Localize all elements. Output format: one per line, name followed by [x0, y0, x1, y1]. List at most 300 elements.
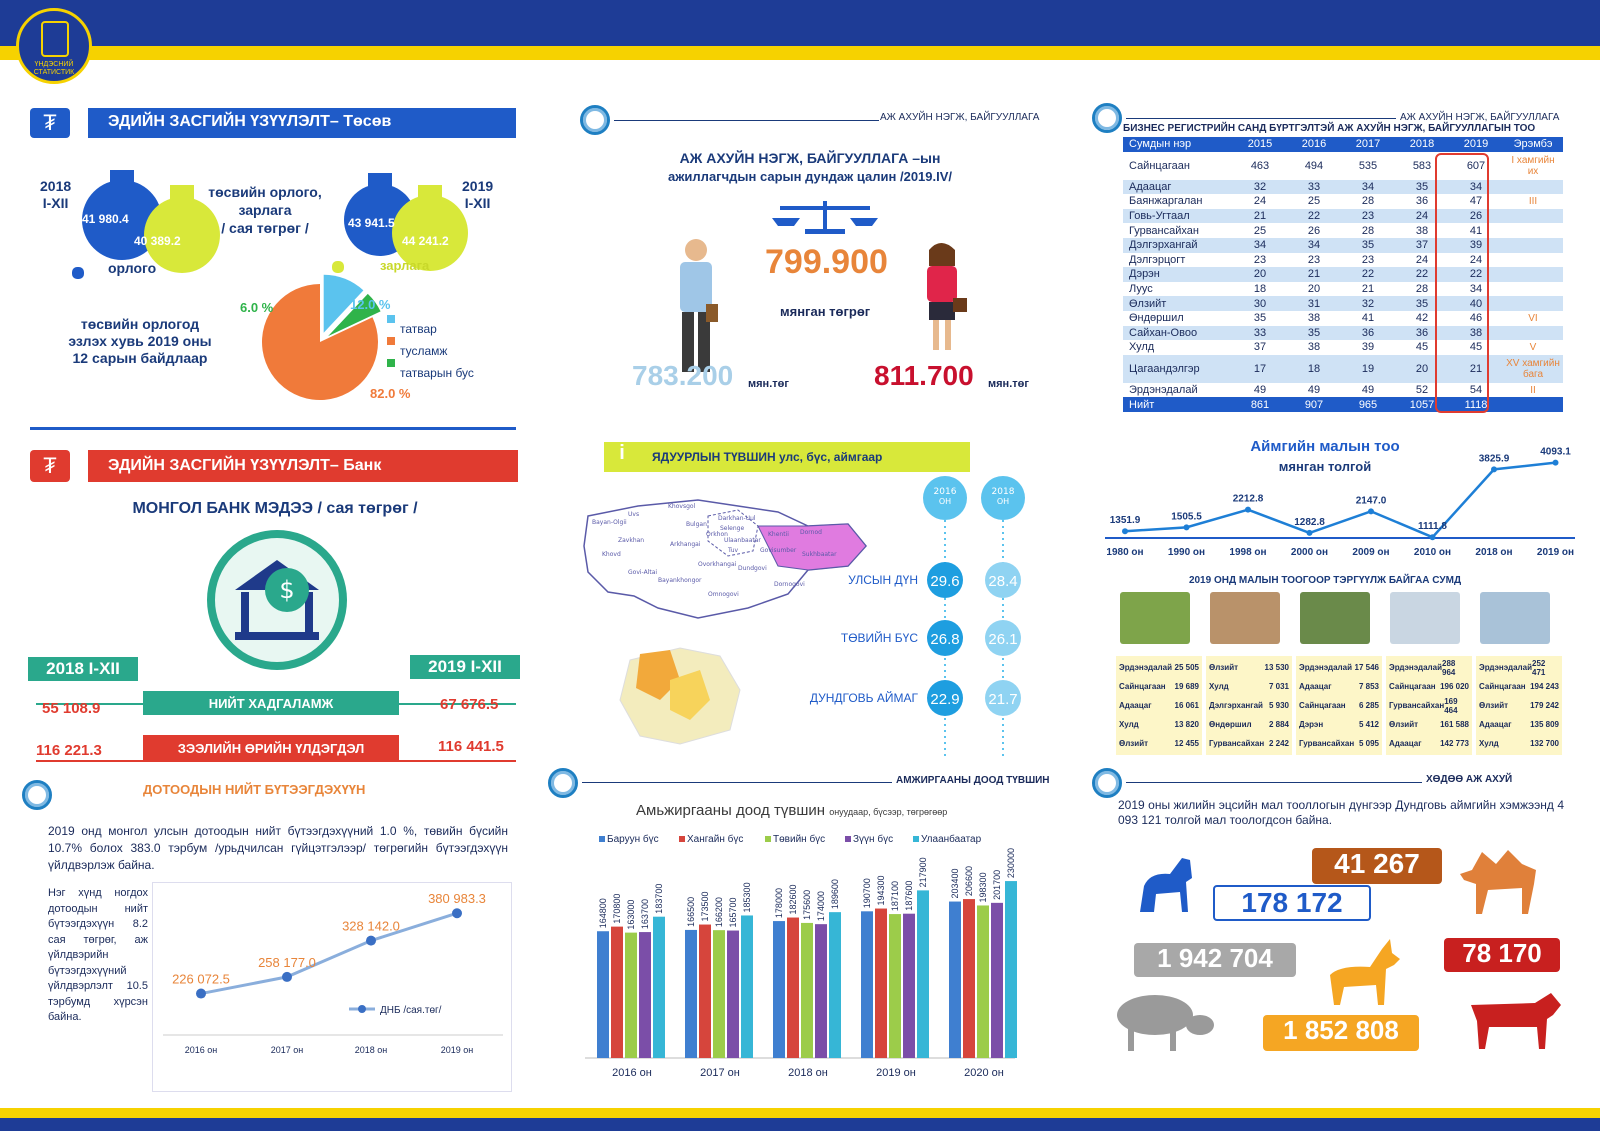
- map-label: Orkhon: [706, 531, 728, 538]
- table-cell: 25: [1307, 195, 1321, 208]
- table-cell: 19: [1361, 362, 1375, 375]
- table-row: [1119, 677, 1199, 696]
- table-cell: 21: [1469, 362, 1483, 375]
- data-label: 1351.9: [1109, 515, 1141, 527]
- poverty-value-2016: 26.8: [930, 631, 960, 648]
- sheep-icon: [1110, 985, 1220, 1055]
- table-row: [1299, 715, 1379, 734]
- table-cell: 607: [1466, 159, 1486, 172]
- subsistence-title: Амьжиргааны доод түвшин онуудаар, бүсээр, төгрөгөөр: [636, 802, 948, 819]
- gdp-line: [201, 913, 457, 993]
- savings-2019: 67 676.5: [440, 696, 499, 713]
- highlight-2019: [1435, 153, 1489, 413]
- table-cell: 20: [1253, 268, 1267, 281]
- table-row: [1389, 715, 1469, 734]
- table-cell: 22: [1415, 268, 1429, 281]
- table-cell: 34: [1469, 283, 1483, 296]
- subsistence-chart: [585, 828, 1045, 1088]
- table-cell: I хамгийн их: [1511, 154, 1555, 177]
- bar-label: 164800: [598, 898, 608, 929]
- divider: [30, 427, 516, 430]
- soum-name: Адаацаг: [1479, 720, 1512, 729]
- table-row: [1123, 238, 1563, 253]
- table-row: [1123, 326, 1563, 341]
- data-point: [452, 908, 462, 918]
- table-cell: 25: [1253, 224, 1267, 237]
- table-cell: [1503, 223, 1563, 238]
- table-cell: 24: [1415, 210, 1429, 223]
- bank-period-2019: 2019 I-XII: [410, 655, 520, 679]
- expense-legend-icon: [332, 261, 344, 273]
- table-cell: 26: [1469, 210, 1483, 223]
- data-label: 4093.1: [1540, 446, 1571, 458]
- poverty-chart: [760, 470, 1060, 770]
- income-legend-icon: [72, 267, 84, 279]
- table-cell: 40: [1469, 297, 1483, 310]
- table-cell: 41: [1469, 224, 1483, 237]
- table-cell: 54: [1469, 384, 1483, 397]
- table-row: [1119, 696, 1199, 715]
- bar: [889, 914, 901, 1058]
- poverty-title: ЯДУУРЛЫН ТҮВШИН улс, бүс, аймгаар: [640, 442, 970, 472]
- bar: [861, 911, 873, 1058]
- table-header: 2016: [1301, 138, 1327, 151]
- tick-label: 2017 он: [700, 1067, 740, 1079]
- legend-marker: [358, 1005, 366, 1013]
- loan-label: ЗЭЭЛИЙН ӨРИЙН ҮЛДЭГДЭЛ: [143, 735, 399, 761]
- tick-label: 2020 он: [964, 1067, 1004, 1079]
- data-point: [1430, 534, 1436, 540]
- table-cell: 41: [1361, 312, 1375, 325]
- top-soum-table: [1116, 656, 1202, 755]
- bar: [787, 918, 799, 1058]
- table-cell: Адаацаг: [1129, 180, 1172, 193]
- bar: [949, 902, 961, 1058]
- data-point: [1553, 460, 1559, 466]
- bar: [963, 899, 975, 1058]
- table-cell: Нийт: [1129, 398, 1155, 411]
- tick-label: 2018 он: [788, 1067, 828, 1079]
- gdp-text: 2019 онд монгол улсын дотоодын нийт бүтээгдэхүүний 1.0 %, төвийн бүсийн 10.7% болох 383.0 тэрбум /урьдчилсан гүйцэтгэлээр/ төгрөгийн бүтээгдэхүүн үйлдвэрлэж байна.: [48, 824, 508, 872]
- income-2019: 43 941.5: [348, 216, 395, 230]
- table-cell: 1057: [1409, 398, 1435, 411]
- goat-count: 1 852 808: [1263, 1015, 1419, 1051]
- table-cell: [1503, 267, 1563, 282]
- table-row: [1479, 715, 1559, 734]
- divider: [614, 120, 879, 121]
- poverty-value-2016: 22.9: [930, 691, 960, 708]
- sheep-photo: [1390, 592, 1460, 644]
- legend-swatch: [765, 836, 771, 842]
- table-cell: 36: [1415, 195, 1429, 208]
- bar-label: 178000: [774, 888, 784, 919]
- legend-swatch: [845, 836, 851, 842]
- svg-text:$: $: [279, 576, 295, 604]
- table-cell: 907: [1304, 398, 1324, 411]
- table-cell: 33: [1307, 180, 1321, 193]
- bar-label: 198300: [978, 872, 988, 903]
- soum-count: 288 964: [1442, 658, 1456, 677]
- table-cell: 38: [1307, 312, 1321, 325]
- table-row: [1123, 383, 1563, 398]
- table-cell: Луус: [1129, 283, 1153, 296]
- legend-swatch: [679, 836, 685, 842]
- goat-photo: [1480, 592, 1550, 644]
- table-cell: [1503, 253, 1563, 268]
- table-row: [1389, 696, 1469, 715]
- table-cell: Эрдэнэдалай: [1129, 384, 1198, 397]
- bar: [727, 931, 739, 1058]
- year-label: 2016: [933, 487, 957, 497]
- soum-name: Сайнцагаан: [1389, 682, 1436, 691]
- soum-count: 12 455: [1174, 739, 1199, 748]
- data-label: 2212.8: [1232, 493, 1264, 505]
- map-label: Ulaanbaatar: [724, 537, 761, 544]
- bar-label: 187600: [904, 880, 914, 911]
- map-label: Govisumber: [760, 547, 797, 554]
- divider: [582, 782, 892, 783]
- biz-title: БИЗНЕС РЕГИСТРИЙН САНД БҮРТГЭЛТЭЙ АЖ АХУЙН НЭГЖ, БАЙГУУЛЛАГЫН ТОО: [1123, 123, 1536, 134]
- soum-name: Эрдэнэдалай: [1389, 663, 1442, 672]
- bar-label: 185300: [742, 882, 752, 913]
- map-label: Omnogovi: [708, 591, 739, 598]
- table-row: [1119, 658, 1199, 677]
- budget-title: ЭДИЙН ЗАСГИЙН ҮЗҮҮЛЭЛТ– Төсөв: [88, 108, 516, 138]
- bank-title: ЭДИЙН ЗАСГИЙН ҮЗҮҮЛЭЛТ– Банк: [88, 450, 518, 482]
- top-soums-title: 2019 ОНД МАЛЫН ТООГООР ТЭРГҮҮЛЖ БАЙГАА СУМД: [1188, 575, 1462, 586]
- budget-center-label: төсвийн орлого, зарлага / сая төгрөг /: [208, 184, 322, 236]
- soum-name: Сайнцагаан: [1299, 701, 1346, 710]
- data-point: [1491, 466, 1497, 472]
- bar-label: 182600: [788, 884, 798, 915]
- soyombo-icon: [41, 21, 69, 57]
- table-cell: 20: [1307, 283, 1321, 296]
- expense-2019: 44 241.2: [402, 234, 449, 248]
- table-cell: 35: [1415, 180, 1429, 193]
- table-row: [1123, 209, 1563, 224]
- tick-label: 2019 он: [876, 1067, 916, 1079]
- table-cell: 18: [1307, 362, 1321, 375]
- bar: [597, 931, 609, 1058]
- bar-label: 217900: [918, 857, 928, 888]
- bar: [653, 917, 665, 1058]
- biz-header: АЖ АХУЙН НЭГЖ, БАЙГУУЛЛАГА: [1400, 112, 1560, 123]
- table-cell: 37: [1253, 341, 1267, 354]
- nso-seal-icon: [548, 768, 578, 798]
- soum-count: 17 546: [1354, 663, 1379, 672]
- table-cell: Дэлгэрхангай: [1129, 239, 1198, 252]
- table-cell: 494: [1304, 159, 1324, 172]
- table-cell: 23: [1253, 253, 1267, 266]
- table-cell: [1503, 238, 1563, 253]
- goat-icon: [1320, 935, 1410, 1015]
- soum-count: 19 689: [1174, 682, 1199, 691]
- table-row: [1209, 715, 1289, 734]
- bar: [875, 909, 887, 1058]
- table-cell: 22: [1307, 210, 1321, 223]
- data-point: [1122, 528, 1128, 534]
- map-label: Zavkhan: [618, 537, 645, 544]
- table-cell: 1118: [1464, 398, 1488, 411]
- table-cell: 35: [1307, 326, 1321, 339]
- bar: [991, 903, 1003, 1058]
- livestock-line: [1125, 463, 1556, 538]
- table-cell: 39: [1469, 239, 1483, 252]
- tick-label: 2017 он: [270, 1045, 304, 1055]
- table-cell: Сайнцагаан: [1129, 159, 1190, 172]
- census-text: 2019 оны жилийн эцсийн мал тооллогын дүнгээр Дундговь аймгийн хэмжээнд 4 093 121 толгой мал тоологдсон байна.: [1118, 798, 1564, 827]
- bar-label: 203400: [950, 868, 960, 899]
- horse-count: 178 172: [1213, 885, 1371, 921]
- bar-label: 175600: [802, 889, 812, 920]
- tick-label: 2010 он: [1413, 547, 1452, 558]
- table-header: 2018: [1409, 138, 1435, 151]
- bar: [741, 915, 753, 1058]
- soum-name: Сайнцагаан: [1479, 682, 1526, 691]
- table-cell: Дэрэн: [1129, 268, 1160, 281]
- map-label: Selenge: [720, 525, 745, 532]
- soum-count: 252 471: [1532, 658, 1546, 677]
- soum-name: Өлзийт: [1389, 720, 1419, 729]
- cattle-icon: [1465, 985, 1565, 1055]
- legend-label: Хангайн бүс: [687, 834, 744, 845]
- table-row: [1119, 715, 1199, 734]
- tick-label: 2009 он: [1352, 547, 1390, 558]
- table-cell: 23: [1307, 253, 1321, 266]
- bar: [829, 912, 841, 1058]
- map-label: Khovsgol: [668, 503, 696, 510]
- tick-label: 2000 он: [1290, 547, 1329, 558]
- data-label: 3825.9: [1478, 453, 1510, 465]
- table-cell: XV хамгийн бага: [1506, 357, 1560, 380]
- soum-name: Гурвансайхан: [1209, 739, 1265, 748]
- table-cell: [1503, 397, 1563, 412]
- soum-name: Гурвансайхан: [1389, 701, 1445, 710]
- data-point: [1307, 530, 1313, 536]
- livestock-subtitle: мянган толгой: [1278, 459, 1372, 474]
- soum-count: 13 530: [1264, 663, 1289, 672]
- subsistence-header: АМЖИРГААНЫ ДООД ТҮВШИН: [896, 775, 1050, 786]
- table-cell: [1503, 209, 1563, 224]
- table-cell: Говь-Угтаал: [1129, 210, 1190, 223]
- poverty-value-2018: 21.7: [988, 691, 1018, 708]
- tick-label: 2016 он: [612, 1067, 652, 1079]
- table-cell: 32: [1361, 297, 1375, 310]
- bar: [815, 924, 827, 1058]
- data-label: 2147.0: [1355, 495, 1387, 507]
- table-row: [1389, 658, 1469, 677]
- table-row: [1479, 677, 1559, 696]
- census-header: ХӨДӨӨ АЖ АХУЙ: [1426, 774, 1513, 785]
- map-label: Uvs: [628, 511, 640, 518]
- map-label: Arkhangai: [670, 541, 701, 548]
- horse-photo: [1120, 592, 1190, 644]
- table-row: [1299, 658, 1379, 677]
- table-cell: [1503, 180, 1563, 195]
- map-label: Dundgovi: [738, 565, 767, 572]
- bar-label: 230000: [1006, 848, 1016, 879]
- bar: [611, 927, 623, 1058]
- data-label: 1111.8: [1418, 521, 1447, 533]
- table-cell: 47: [1469, 195, 1483, 208]
- soum-name: Өндөршил: [1209, 720, 1252, 729]
- table-cell: 34: [1253, 239, 1267, 252]
- table-cell: 26: [1307, 224, 1321, 237]
- table-cell: 23: [1361, 253, 1375, 266]
- nso-seal-icon: [22, 780, 52, 810]
- pie-label: 6.0 %: [240, 300, 274, 315]
- bar-label: 166200: [714, 897, 724, 928]
- bar: [625, 933, 637, 1058]
- table-row: [1389, 734, 1469, 753]
- soum-count: 5 930: [1268, 701, 1289, 710]
- bar-label: 170800: [612, 893, 622, 924]
- footer-band: [0, 1118, 1600, 1131]
- expense-2018: 40 389.2: [134, 234, 181, 248]
- bar: [639, 932, 651, 1058]
- savings-label: НИЙТ ХАДГАЛАМЖ: [143, 691, 399, 715]
- data-point: [196, 989, 206, 999]
- soum-count: 169 464: [1444, 696, 1458, 715]
- legend-item: тусламж: [400, 344, 448, 358]
- table-header: 2019: [1463, 138, 1489, 151]
- soum-name: Адаацаг: [1299, 682, 1332, 691]
- gdp-title: ДОТООДЫН НИЙТ БҮТЭЭГДЭХҮҮН: [143, 782, 366, 797]
- period-2018: 2018 I-XII: [40, 178, 72, 211]
- soum-name: Гурвансайхан: [1299, 739, 1355, 748]
- legend-label: Баруун бүс: [607, 834, 659, 845]
- table-row: [1299, 734, 1379, 753]
- wage-avg: 799.900: [765, 243, 888, 281]
- bank-section-icon: ₮: [30, 450, 70, 482]
- legend-label: ДНБ /сая.төг/: [380, 1005, 442, 1016]
- legend-label: Зүүн бүс: [853, 834, 894, 845]
- data-label: 328 142.0: [342, 918, 400, 934]
- tick-label: 1998 он: [1229, 547, 1267, 558]
- map-label: Ovorkhangai: [698, 561, 737, 568]
- soum-name: Адаацаг: [1389, 739, 1422, 748]
- table-row: [1479, 734, 1559, 753]
- poverty-row-label: ДУНДГОВЬ АЙМАГ: [809, 691, 918, 705]
- table-row: [1123, 282, 1563, 297]
- bar-label: 206600: [964, 866, 974, 897]
- table-cell: 965: [1358, 398, 1378, 411]
- table-cell: 39: [1361, 341, 1375, 354]
- legend-item: татварын бус: [400, 366, 474, 380]
- map-label: Dornod: [800, 529, 822, 536]
- map-label: Govi-Altai: [628, 569, 658, 576]
- table-row: [1209, 696, 1289, 715]
- cattle-count: 78 170: [1444, 938, 1560, 972]
- table-cell: 21: [1361, 283, 1375, 296]
- legend-label: Улаанбаатар: [921, 834, 982, 845]
- budget-pie: [262, 275, 381, 400]
- divider: [1126, 118, 1396, 119]
- table-row: [1123, 340, 1563, 355]
- pie-label: 12.0 %: [350, 297, 391, 312]
- legend-item: татвар: [400, 322, 437, 336]
- soum-count: 194 243: [1530, 682, 1559, 691]
- soum-count: 196 020: [1440, 682, 1469, 691]
- table-cell: Өндөршил: [1129, 312, 1184, 325]
- tick-label: 2018 он: [1475, 547, 1513, 558]
- table-row: [1209, 658, 1289, 677]
- table-cell: Гурвансайхан: [1129, 224, 1199, 237]
- bar-label: 163700: [640, 899, 650, 930]
- pie-legend: [400, 318, 474, 384]
- table-cell: 17: [1253, 362, 1267, 375]
- tick-label: 2016 он: [184, 1045, 218, 1055]
- footer-stripe: [0, 1108, 1600, 1118]
- table-cell: 28: [1361, 195, 1375, 208]
- map-label: Bulgan: [686, 521, 707, 528]
- soum-name: Өлзийт: [1479, 701, 1509, 710]
- bar: [773, 921, 785, 1058]
- poverty-row-label: УЛСЫН ДҮН: [848, 573, 918, 587]
- bar-label: 163000: [626, 899, 636, 930]
- table-cell: 535: [1358, 159, 1378, 172]
- soum-name: Хулд: [1479, 739, 1499, 748]
- table-cell: 38: [1307, 341, 1321, 354]
- bar: [977, 905, 989, 1058]
- table-cell: Өлзийт: [1129, 297, 1167, 310]
- soum-name: Сайнцагаан: [1119, 682, 1166, 691]
- camel-photo: [1210, 592, 1280, 644]
- legend-label: Төвийн бүс: [773, 834, 826, 845]
- soum-count: 25 505: [1174, 663, 1199, 672]
- soum-count: 6 285: [1358, 701, 1379, 710]
- gdp-chart: [152, 882, 512, 1092]
- savings-2018: 55 108.9: [42, 700, 101, 717]
- table-cell: 23: [1361, 210, 1375, 223]
- table-cell: 49: [1361, 384, 1375, 397]
- soum-count: 7 853: [1358, 682, 1379, 691]
- soum-name: Эрдэнэдалай: [1479, 663, 1532, 672]
- data-point: [282, 972, 292, 982]
- bar-label: 189600: [830, 879, 840, 910]
- table-row: [1299, 677, 1379, 696]
- bank-period-2018: 2018 I-XII: [28, 657, 138, 681]
- wage-unit: мян.төг: [748, 378, 789, 390]
- table-cell: III: [1528, 195, 1538, 207]
- table-cell: Цагаандэлгэр: [1129, 362, 1200, 375]
- table-cell: 28: [1415, 283, 1429, 296]
- table-cell: V: [1529, 341, 1537, 353]
- table-cell: 31: [1307, 297, 1321, 310]
- table-row: [1123, 253, 1563, 268]
- soum-count: 135 809: [1530, 720, 1559, 729]
- year-label: 2018: [991, 487, 1015, 497]
- data-label: 380 983.3: [428, 891, 486, 907]
- camel-count: 41 267: [1312, 848, 1442, 884]
- bar-label: 187100: [890, 881, 900, 912]
- data-label: 1505.5: [1171, 511, 1202, 523]
- table-cell: Баянжаргалан: [1129, 195, 1203, 208]
- table-row: [1123, 311, 1563, 326]
- soum-name: Өлзийт: [1119, 739, 1149, 748]
- map-label: Bayan-Olgii: [592, 519, 627, 526]
- soum-count: 161 588: [1440, 720, 1469, 729]
- soum-count: 142 773: [1440, 739, 1469, 748]
- table-row: [1209, 734, 1289, 753]
- poverty-row-label: ТӨВИЙН БҮС: [840, 631, 918, 645]
- nso-seal-icon: [1092, 103, 1122, 133]
- bar-label: 201700: [992, 869, 1002, 900]
- bar: [699, 925, 711, 1058]
- soum-count: 7 031: [1268, 682, 1289, 691]
- data-label: 226 072.5: [172, 971, 230, 987]
- table-cell: 46: [1469, 312, 1483, 325]
